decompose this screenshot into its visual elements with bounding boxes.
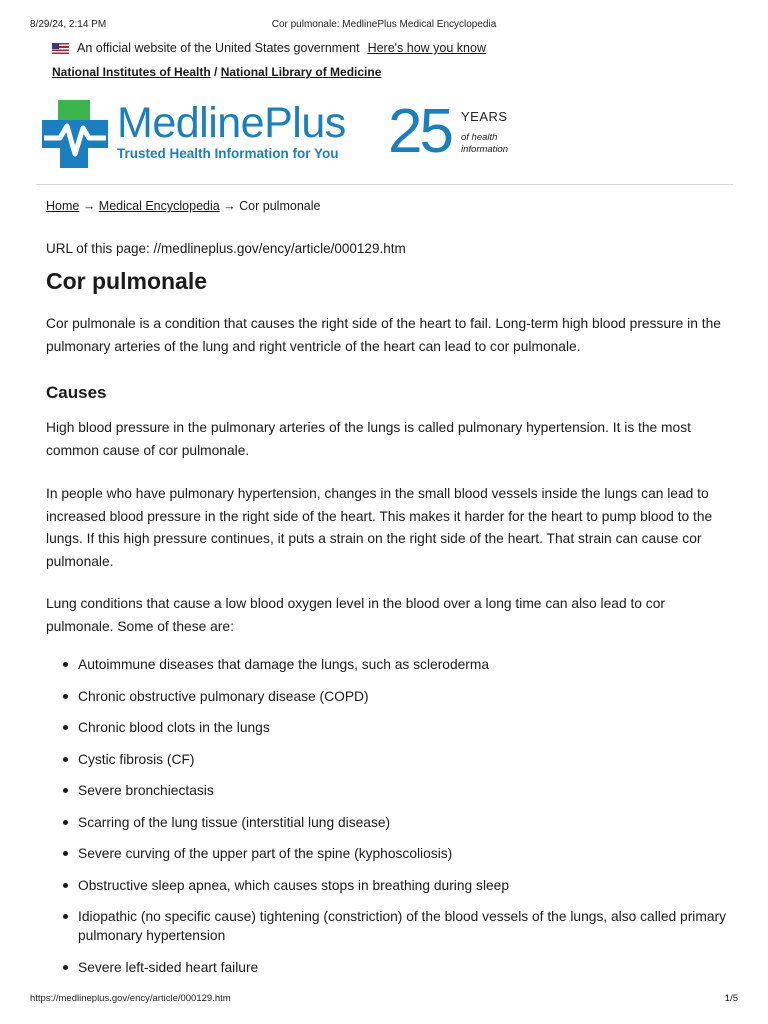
breadcrumb-current: Cor pulmonale (239, 199, 321, 213)
causes-paragraph-2: In people who have pulmonary hypertension, changes in the small blood vessels inside the lungs can lead to increased blood pressure in the right side of the heart. This makes it harder for the heart to pump blood to the lungs. If this high pressure continues, it puts a strain on the right side of the heart. That strain can cause cor pulmonale. (46, 486, 713, 569)
causes-list (46, 655, 736, 989)
causes-paragraph-1: High blood pressure in the pulmonary arteries of the lungs is called pulmonary hypertension. It is the most common cause of cor pulmonale. (46, 420, 691, 458)
medlineplus-logo[interactable] (40, 98, 510, 170)
list-item: Cystic fibrosis (CF) (46, 750, 736, 769)
intro-paragraph: Cor pulmonale is a condition that causes the right side of the heart to fail. Long-term high blood pressure in the pulmonary arteries of the lung and right ventricle of the heart can lead to cor pulmonale. (46, 316, 721, 354)
nih-link[interactable]: National Institutes of Health (52, 65, 211, 79)
page-url: URL of this page: //medlineplus.gov/ency/article/000129.htm (46, 241, 406, 256)
anniversary-number: 25 (388, 97, 451, 166)
nlm-link[interactable]: National Library of Medicine (220, 65, 382, 79)
list-item: Chronic blood clots in the lungs (46, 718, 736, 737)
anniversary-years: YEARS (461, 109, 508, 124)
print-date: 8/29/24, 2:14 PM (30, 19, 107, 30)
list-item: Scarring of the lung tissue (interstitial lung disease) (46, 813, 736, 832)
list-item: Severe curving of the upper part of the spine (kyphoscoliosis) (46, 844, 736, 863)
gov-banner-link[interactable]: Here's how you know (367, 41, 486, 55)
gov-banner-text: An official website of the United States government (77, 41, 360, 55)
causes-heading: Causes (46, 383, 107, 402)
print-footer-url: https://medlineplus.gov/ency/article/000129.htm (30, 993, 231, 1004)
logo-wordmark: MedlinePlus (117, 99, 346, 147)
list-item: Severe bronchiectasis (46, 781, 736, 800)
breadcrumb-separator: → (79, 199, 99, 213)
anniversary-sub-line2: information (461, 144, 508, 155)
anniversary-subtitle (461, 132, 508, 156)
print-page-title: Cor pulmonale: MedlinePlus Medical Encyclopedia (271, 19, 497, 30)
logo-tagline: Trusted Health Information for You (117, 146, 339, 161)
print-page-number: 1/5 (724, 993, 738, 1004)
list-item: Obstructive sleep apnea, which causes stops in breathing during sleep (46, 876, 736, 895)
nih-links (52, 65, 381, 79)
us-flag-icon (52, 43, 69, 54)
breadcrumb-home[interactable]: Home (46, 199, 80, 213)
list-item: Autoimmune diseases that damage the lungs, such as scleroderma (46, 655, 736, 674)
breadcrumb-separator: → (219, 199, 240, 213)
causes-paragraph-3: Lung conditions that cause a low blood oxygen level in the blood over a long time can also lead to cor pulmonale. Some of these are: (46, 596, 665, 634)
gov-banner (52, 40, 486, 56)
list-item: Severe left-sided heart failure (46, 958, 736, 977)
list-item: Idiopathic (no specific cause) tightening (constriction) of the blood vessels of the lungs, also called primary pulmonary hypertension (46, 907, 736, 945)
breadcrumb (46, 199, 320, 213)
breadcrumb-encyclopedia[interactable]: Medical Encyclopedia (98, 199, 220, 213)
anniversary-sub-line1: of health (461, 132, 498, 143)
medlineplus-mark-icon (40, 98, 110, 170)
header-divider (36, 184, 733, 185)
list-item: Chronic obstructive pulmonary disease (COPD) (46, 687, 736, 706)
nih-separator: / (210, 65, 221, 79)
page-title: Cor pulmonale (46, 268, 208, 294)
